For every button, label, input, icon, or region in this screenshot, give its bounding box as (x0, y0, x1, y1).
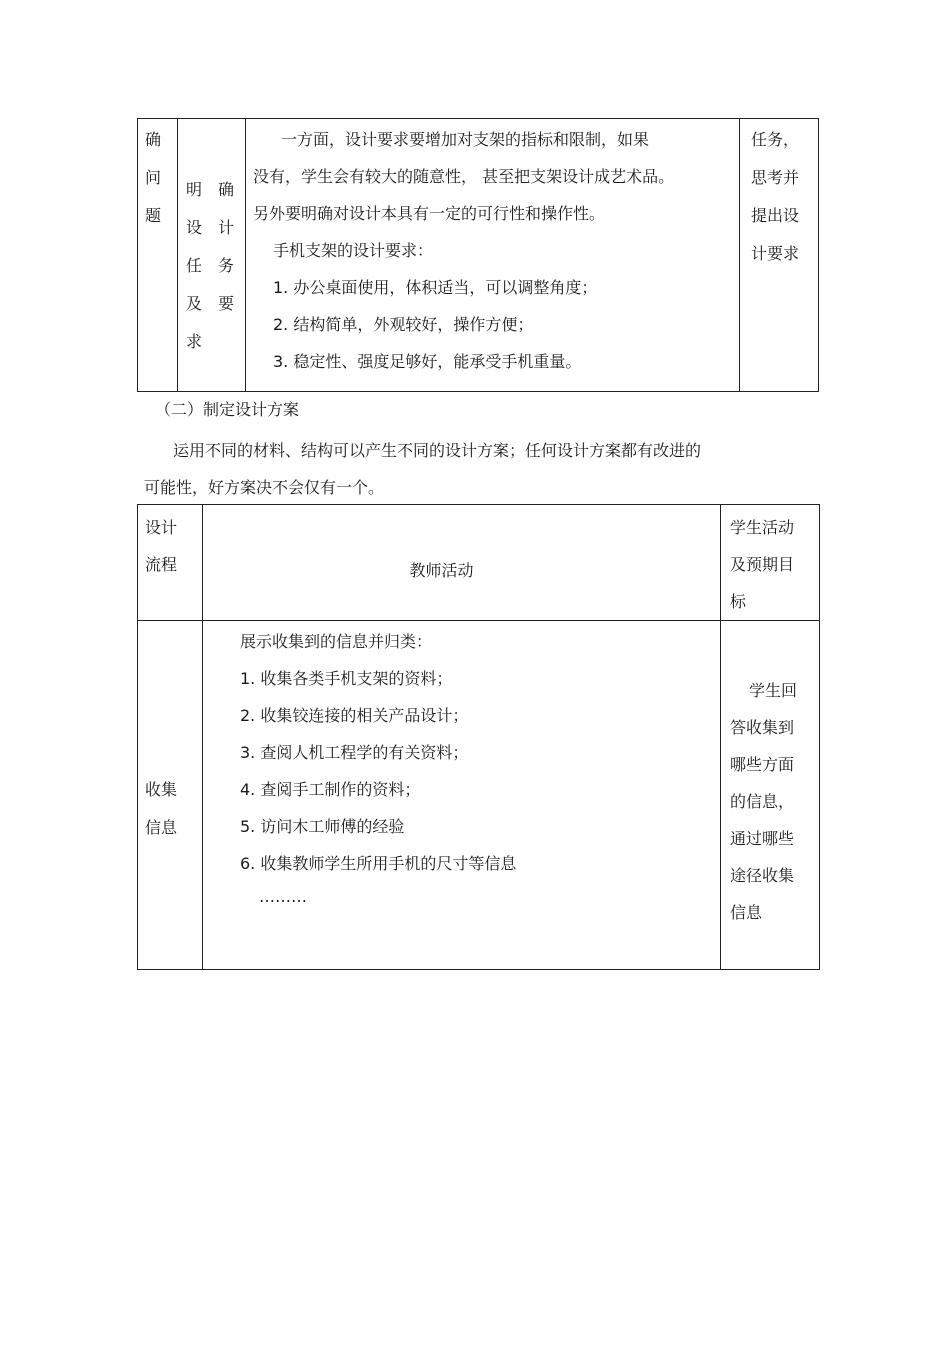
activity-item: 4. 查阅手工制作的资料； (240, 780, 421, 799)
body-line: 另外要明确对设计本具有一定的可行性和操作性。 (253, 204, 606, 223)
header-line: 及预期目 (730, 555, 795, 574)
stage-char: 确 (145, 130, 162, 149)
student-line: 任务， (751, 130, 800, 149)
activity-item: 1. 收集各类手机支架的资料； (240, 669, 453, 688)
header-teacher-label: 教师活动 (409, 561, 474, 580)
header-line: 流程 (145, 555, 178, 574)
stage-cell (138, 119, 178, 392)
process-line: 收集 (145, 780, 178, 799)
teacher-activity-cell (246, 119, 740, 392)
process-cell (138, 621, 203, 970)
step-line: 明 确 (186, 180, 235, 199)
header-teacher-cell (203, 505, 721, 621)
section-heading: （二）制定设计方案 (155, 400, 300, 419)
ellipsis: ……… (259, 887, 307, 906)
student-line: 学生回 (749, 681, 798, 700)
student-line: 提出设 (751, 206, 800, 225)
intro-line: 运用不同的材料、结构可以产生不同的设计方案；任何设计方案都有改进的 (173, 441, 702, 460)
intro-line: 可能性，好方案决不会仅有一个。 (144, 478, 385, 497)
header-line: 学生活动 (730, 518, 795, 537)
step-line: 及 要 (186, 294, 235, 313)
header-student-cell (721, 505, 820, 621)
header-process-cell (138, 505, 203, 621)
step-line: 任 务 (186, 256, 235, 275)
requirement-item: 1. 办公桌面使用，体积适当，可以调整角度； (273, 278, 598, 297)
activity-title: 展示收集到的信息并归类： (240, 632, 433, 651)
design-task-table (137, 118, 819, 392)
step-line: 求 (186, 332, 203, 351)
student-line: 的信息， (730, 792, 795, 811)
activity-item: 3. 查阅人机工程学的有关资料； (240, 743, 469, 762)
body-line: 一方面，设计要求要增加对支架的指标和限制，如果 (281, 130, 650, 149)
student-line: 思考并 (751, 168, 800, 187)
table-row (138, 621, 820, 970)
step-cell (178, 119, 246, 392)
student-activity-cell (740, 119, 819, 392)
step-line: 设 计 (186, 218, 235, 237)
stage-char: 问 (145, 168, 162, 187)
design-plan-table (137, 504, 820, 970)
activity-item: 2. 收集铰连接的相关产品设计； (240, 706, 469, 725)
stage-char: 题 (145, 206, 162, 225)
student-line: 途径收集 (730, 866, 795, 885)
body-line: 没有，学生会有较大的随意性， 甚至把支架设计成艺术品。 (253, 167, 675, 186)
activity-item: 5. 访问木工师傅的经验 (240, 817, 405, 836)
student-line: 答收集到 (730, 718, 795, 737)
intro-paragraph (144, 432, 701, 506)
student-line: 计要求 (751, 244, 800, 263)
teacher-activity-cell (203, 621, 721, 970)
student-line: 哪些方面 (730, 755, 795, 774)
student-line: 信息 (730, 903, 763, 922)
activity-item: 6. 收集教师学生所用手机的尺寸等信息 (240, 854, 517, 873)
student-line: 通过哪些 (730, 829, 795, 848)
process-line: 信息 (145, 818, 178, 837)
student-activity-cell (721, 621, 820, 970)
requirements-title: 手机支架的设计要求： (273, 241, 434, 260)
header-line: 标 (730, 592, 747, 611)
header-line: 设计 (145, 518, 178, 537)
table-header-row (138, 505, 820, 621)
requirement-item: 3. 稳定性、强度足够好，能承受手机重量。 (273, 352, 582, 371)
requirement-item: 2. 结构简单，外观较好，操作方便； (273, 315, 534, 334)
